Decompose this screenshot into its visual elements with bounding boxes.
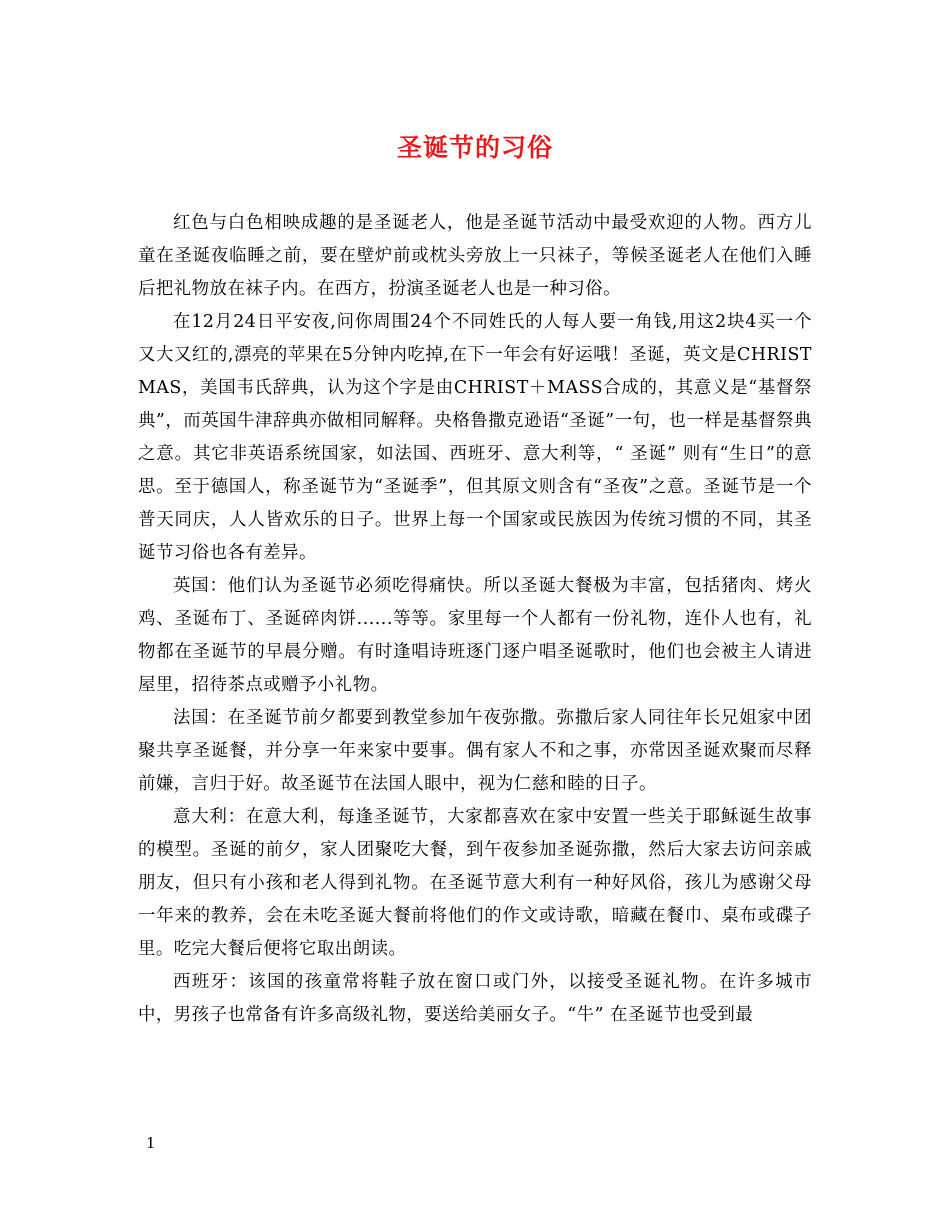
document-title: 圣诞节的习俗: [396, 133, 553, 162]
paragraph-intro: 红色与白色相映成趣的是圣诞老人，他是圣诞节活动中最受欢迎的人物。西方儿童在圣诞夜临睡之前，要在壁炉前或枕头旁放上一只袜子，等候圣诞老人在他们入睡后把礼物放在袜子内。在西方，扮演圣诞老人也是一种习俗。: [138, 213, 812, 299]
document-body: [138, 207, 812, 1032]
paragraph-spain: 西班牙：该国的孩童常将鞋子放在窗口或门外，以接受圣诞礼物。在许多城市中，男孩子也常备有许多高级礼物，要送给美丽女子。“牛” 在圣诞节也受到最: [138, 972, 812, 1025]
paragraph-france: 法国：在圣诞节前夕都要到教堂参加午夜弥撒。弥撒后家人同往年长兄姐家中团聚共享圣诞餐，并分享一年来家中要事。偶有家人不和之事，亦常因圣诞欢聚而尽释前嫌，言归于好。故圣诞节在法国人眼中，视为仁慈和睦的日子。: [138, 708, 812, 794]
page-number: 1: [146, 1134, 156, 1152]
paragraph-england: 英国：他们认为圣诞节必须吃得痛快。所以圣诞大餐极为丰富，包括猪肉、烤火鸡、圣诞布丁、圣诞碎肉饼......等等。家里每一个人都有一份礼物，连仆人也有，礼物都在圣诞节的早晨分赠。有时逢唱诗班逐门逐户唱圣诞歌时，他们也会被主人请进屋里，招待茶点或赠予小礼物。: [138, 576, 812, 695]
paragraph-christmas-eve: 在12月24日平安夜,问你周围24个不同姓氏的人每人要一角钱,用这2块4买一个又大又红的,漂亮的苹果在5分钟内吃掉,在下一年会有好运哦！圣诞，英文是CHRISTMAS，美国韦氏辞典，认为这个字是由CHRIST＋MASS合成的，其意义是“基督祭典”，而英国牛津辞典亦做相同解释。央格鲁撒克逊语“圣诞”一句，也一样是基督祭典之意。其它非英语系统国家，如法国、西班牙、意大利等，“ 圣诞” 则有“生日”的意思。至于德国人，称圣诞节为“圣诞季”，但其原文则含有“圣夜”之意。圣诞节是一个普天同庆，人人皆欢乐的日子。世界上每一个国家或民族因为传统习惯的不同，其圣诞节习俗也各有差异。: [138, 312, 812, 563]
paragraph-italy: 意大利：在意大利，每逢圣诞节，大家都喜欢在家中安置一些关于耶稣诞生故事的模型。圣诞的前夕，家人团聚吃大餐，到午夜参加圣诞弥撒，然后大家去访问亲戚朋友，但只有小孩和老人得到礼物。在圣诞节意大利有一种好风俗，孩儿为感谢父母一年来的教养，会在未吃圣诞大餐前将他们的作文或诗歌，暗藏在餐巾、桌布或碟子里。吃完大餐后便将它取出朗读。: [138, 807, 812, 959]
